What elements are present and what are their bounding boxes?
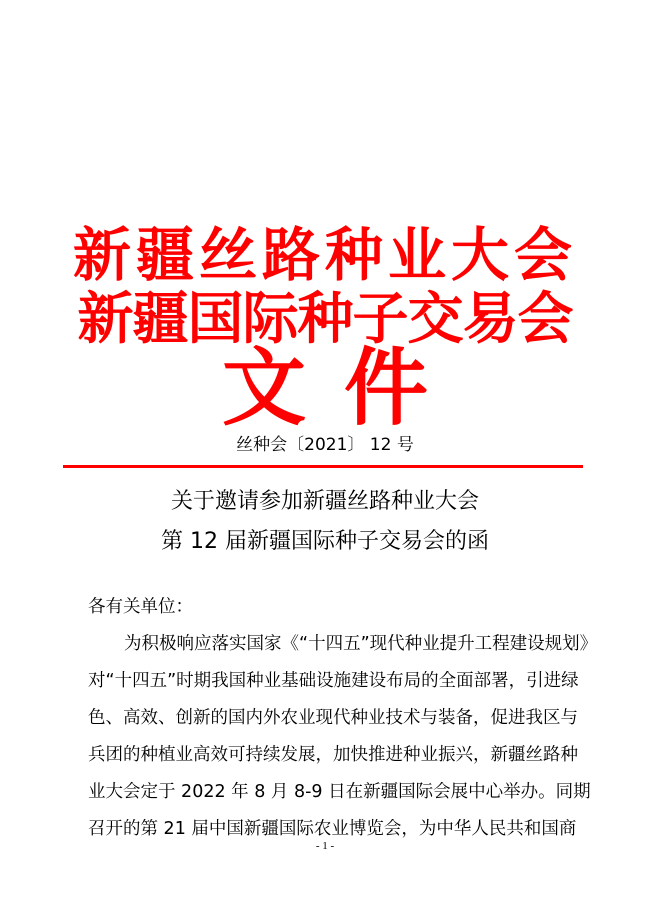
body-line: 业大会定于 2022 年 8 月 8-9 日在新疆国际会展中心举办。同期 bbox=[88, 782, 591, 802]
salutation: 各有关单位： bbox=[88, 597, 193, 617]
masthead-document-label: 文件 bbox=[221, 338, 466, 437]
document-number: 丝种会〔2021〕 12 号 bbox=[236, 435, 414, 455]
red-divider bbox=[63, 465, 583, 468]
masthead-line-2: 新疆国际种子交易会 bbox=[77, 286, 573, 352]
title-line-1: 关于邀请参加新疆丝路种业大会 bbox=[170, 489, 479, 514]
body-line: 为积极响应落实国家《“十四五”现代种业提升工程建设规划》 bbox=[124, 634, 598, 654]
masthead-line-1: 新疆丝路种业大会 bbox=[72, 221, 577, 289]
body-line: 对“十四五”时期我国种业基础设施建设布局的全面部署，引进绿 bbox=[88, 671, 579, 691]
document-title bbox=[0, 482, 650, 562]
body-line: 召开的第 21 届中国新疆国际农业博览会，为中华人民共和国商 bbox=[88, 819, 577, 839]
title-line-2: 第 12 届新疆国际种子交易会的函 bbox=[161, 529, 489, 554]
page-number: - 1 - bbox=[315, 840, 335, 852]
body-paragraph bbox=[88, 631, 598, 853]
body-line: 色、高效、创新的国内外农业现代种业技术与装备，促进我区与 bbox=[88, 708, 578, 728]
body-line: 兵团的种植业高效可持续发展，加快推进种业振兴，新疆丝路种 bbox=[88, 745, 578, 765]
